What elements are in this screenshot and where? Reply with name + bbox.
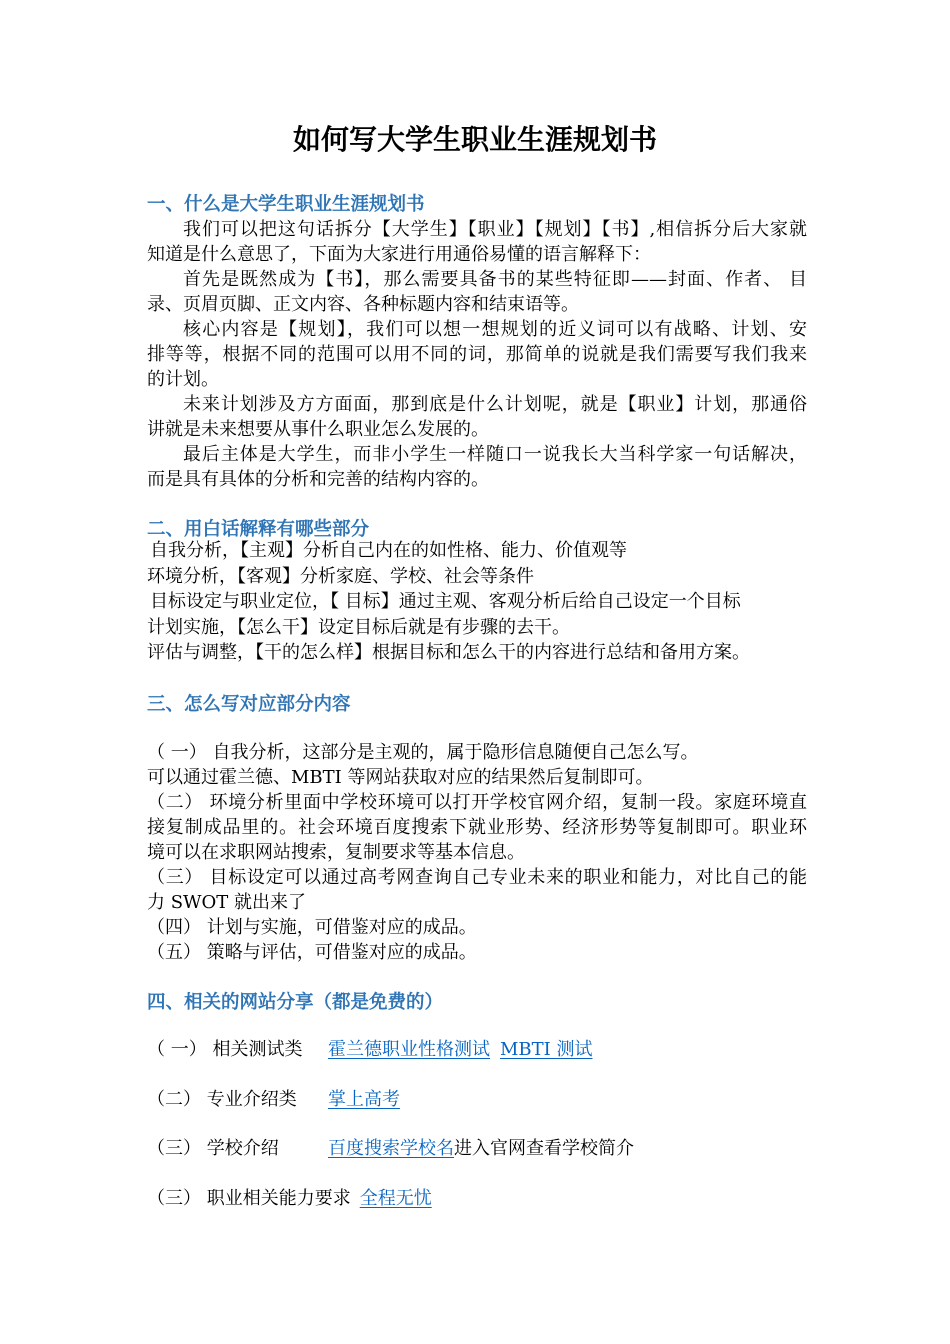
paragraph	[147, 217, 807, 267]
list-item-line: 接复制成品里的。社会环境百度搜索下就业形势、经济形势等复制即可。职业环	[147, 817, 807, 838]
website-item-label: （三） 学校介绍	[147, 1138, 279, 1159]
website-item-label: （ 一） 相关测试类	[147, 1039, 303, 1060]
list-item-line: （五） 策略与评估，可借鉴对应的成品。	[147, 942, 477, 963]
list-item	[147, 765, 807, 790]
paragraph-line: 知道是什么意思了，下面为大家进行用通俗易懂的语言解释下：	[147, 244, 651, 265]
list-item-line: 可以通过霍兰德、MBTI 等网站获取对应的结果然后复制即可。	[147, 767, 654, 788]
list-line: 自我分析，【主观】分析自己内在的如性格、能力、价值观等	[150, 540, 627, 561]
website-item-schools	[147, 1136, 807, 1161]
paragraph-line: 排等等，根据不同的范围可以用不同的词，那简单的说就是我们需要写我们我来	[147, 344, 807, 365]
website-item-label: （三） 职业相关能力要求	[147, 1187, 351, 1209]
website-item-note: 进入官网查看学校简介	[454, 1138, 634, 1159]
website-item-majors	[147, 1087, 807, 1112]
zhangshang-gaokao-link[interactable]: 掌上高考	[328, 1088, 400, 1110]
paragraph-line: 录、页眉页脚、正文内容、各种标题内容和结束语等。	[147, 294, 579, 315]
paragraph	[147, 442, 807, 492]
paragraph-line: 首先是既然成为【书】，那么需要具备书的某些特征即——封面、作者、 目	[183, 269, 807, 290]
section-1-body	[147, 217, 807, 492]
list-item-line: （二） 环境分析里面中学校环境可以打开学校官网介绍，复制一段。家庭环境直	[147, 792, 807, 813]
list-item	[147, 915, 807, 940]
list-item	[147, 940, 807, 965]
list-item-line: 力 SWOT 就出来了	[147, 892, 307, 913]
paragraph-line: 核心内容是【规划】，我们可以想一想规划的近义词可以有战略、计划、安	[183, 319, 807, 340]
paragraph-line: 未来计划涉及方方面面，那到底是什么计划呢，就是【职业】计划，那通俗	[183, 394, 807, 415]
list-item-line: （ 一） 自我分析，这部分是主观的，属于隐形信息随便自己怎么写。	[147, 742, 699, 763]
list-item-line: （三） 目标设定可以通过高考网查询自己专业未来的职业和能力，对比自己的能	[147, 867, 807, 888]
section-1-heading: 一、什么是大学生职业生涯规划书	[147, 194, 425, 215]
holland-test-link[interactable]: 霍兰德职业性格测试	[328, 1039, 490, 1060]
mbti-test-link[interactable]: MBTI 测试	[500, 1039, 593, 1060]
baidu-search-school-link[interactable]: 百度搜索学校名	[328, 1138, 454, 1159]
paragraph	[147, 317, 807, 392]
list-item-line: （四） 计划与实施，可借鉴对应的成品。	[147, 917, 477, 938]
list-item	[147, 790, 807, 865]
section-4-heading: 四、相关的网站分享（都是免费的）	[147, 992, 444, 1013]
list-item	[147, 865, 807, 915]
51job-link[interactable]: 全程无忧	[359, 1187, 432, 1209]
website-item-careers	[147, 1186, 807, 1211]
list-line: 评估与调整，【干的怎么样】根据目标和怎么干的内容进行总结和备用方案。	[147, 642, 750, 663]
list-item-line: 境可以在求职网站搜索，复制要求等基本信息。	[147, 842, 525, 863]
paragraph-line: 讲就是未来想要从事什么职业怎么发展的。	[147, 419, 489, 440]
website-item-label: （二） 专业介绍类	[147, 1088, 297, 1110]
paragraph-line: 我们可以把这句话拆分【大学生】【职业】【规划】【书】,相信拆分后大家就	[183, 219, 807, 240]
paragraph-line: 而是具有具体的分析和完善的结构内容的。	[147, 469, 489, 490]
section-2-body	[147, 538, 807, 666]
section-4-body	[147, 1037, 807, 1235]
paragraph	[147, 267, 807, 317]
paragraph-line: 的计划。	[147, 369, 219, 390]
list-item	[147, 740, 807, 765]
list-line: 计划实施，【怎么干】设定目标后就是有步骤的去干。	[147, 616, 570, 638]
section-3-body	[147, 740, 807, 965]
section-2-heading: 二、用白话解释有哪些部分	[147, 519, 370, 540]
paragraph	[147, 392, 807, 442]
list-line: 环境分析，【客观】分析家庭、学校、社会等条件	[147, 565, 534, 587]
website-item-tests	[147, 1037, 807, 1062]
document-title: 如何写大学生职业生涯规划书	[292, 123, 657, 156]
section-3-heading: 三、怎么写对应部分内容	[147, 694, 351, 715]
paragraph-line: 最后主体是大学生，而非小学生一样随口一说我长大当科学家一句话解决，	[183, 444, 807, 465]
list-line: 目标设定与职业定位，【 目标】通过主观、客观分析后给自己设定一个目标	[150, 591, 741, 612]
